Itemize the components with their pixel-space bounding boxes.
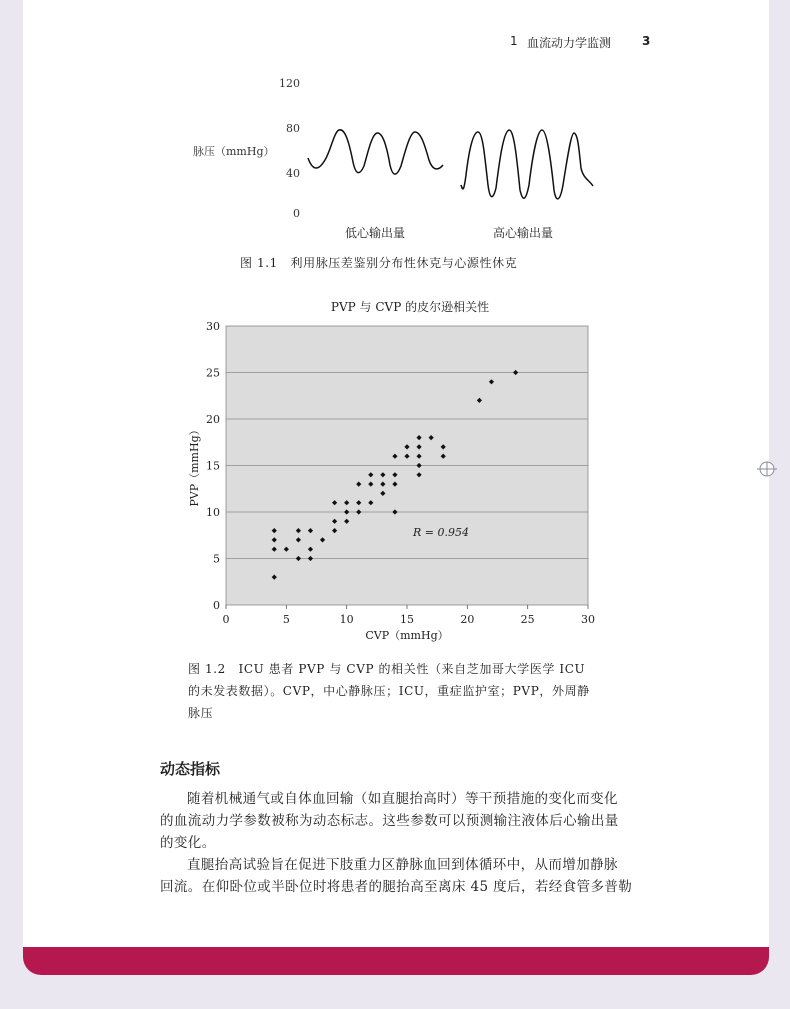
- section-heading: 动态指标: [160, 760, 221, 778]
- y-tick-label: 5: [213, 552, 220, 566]
- paragraph-line: 的血流动力学参数被称为动态标志。这些参数可以预测输注液体后心输出量: [160, 813, 619, 829]
- fig1-y-tick: 0: [293, 207, 300, 220]
- chapter-title: 血流动力学监测: [527, 36, 612, 50]
- low-output-waveform: [308, 130, 443, 174]
- x-tick-label: 5: [282, 613, 290, 626]
- x-axis-label: CVP（mmHg）: [365, 629, 449, 642]
- y-tick-label: 20: [206, 413, 220, 426]
- figure-1-2: [23, 290, 769, 650]
- chapter-number: 1: [510, 34, 518, 48]
- y-tick-label: 10: [206, 506, 220, 519]
- x-tick-label: 30: [581, 613, 595, 626]
- x-tick-label: 25: [520, 613, 535, 626]
- x-tick-label: 0: [222, 613, 230, 626]
- paragraph-line: 回流。在仰卧位或半卧位时将患者的腿抬高至离床 45 度后，若经食管多普勒: [160, 879, 633, 895]
- registration-mark-icon: [757, 459, 777, 479]
- y-tick-label: 25: [206, 366, 220, 380]
- body-text: [160, 788, 633, 898]
- fig1-panel-label: 低心输出量: [344, 226, 406, 240]
- y-tick-label: 15: [206, 459, 220, 473]
- caption-line: 图 1.2 ICU 患者 PVP 与 CVP 的相关性（来自芝加哥大学医学 ICU: [188, 662, 586, 676]
- fig1-panel-label: 高心输出量: [492, 226, 554, 240]
- figure-1-2-caption: [188, 658, 628, 724]
- pvp-cvp-scatter-chart: [23, 290, 769, 650]
- caption-line: 的未发表数据）。CVP，中心静脉压；ICU，重症监护室；PVP，外周静: [188, 684, 590, 698]
- y-tick-label: 30: [206, 320, 220, 333]
- paragraph-line: 随着机械通气或自体血回输（如直腿抬高时）等干预措施的变化而变化: [187, 791, 618, 807]
- high-output-waveform: [461, 130, 593, 199]
- fig1-y-tick: 80: [286, 122, 300, 135]
- y-tick-label: 0: [213, 599, 220, 612]
- y-axis-label: PVP（mmHg）: [188, 424, 201, 507]
- figure-1-1: [23, 0, 769, 290]
- x-tick-label: 10: [339, 613, 354, 626]
- figure-1-1-caption: 图 1.1 利用脉压差鉴别分布性休克与心源性休克: [240, 256, 518, 270]
- paragraph-line: 的变化。: [160, 835, 216, 851]
- correlation-annotation: R = 0.954: [413, 526, 470, 540]
- caption-line: 脉压: [188, 706, 214, 720]
- book-page: [23, 0, 769, 975]
- fig1-y-label: 脉压（mmHg）: [193, 145, 275, 158]
- fig1-y-tick: 40: [286, 167, 300, 180]
- page-number: 3: [642, 34, 651, 48]
- fig1-y-tick: 120: [279, 77, 300, 90]
- x-tick-label: 20: [460, 613, 475, 626]
- pulse-pressure-figure: [23, 0, 769, 290]
- x-tick-label: 15: [400, 613, 414, 626]
- paragraph-line: 直腿抬高试验旨在促进下肢重力区静脉血回到体循环中，从而增加静脉: [187, 857, 618, 873]
- bottom-color-band: [23, 947, 769, 975]
- chart-title: PVP 与 CVP 的皮尔逊相关性: [330, 300, 490, 314]
